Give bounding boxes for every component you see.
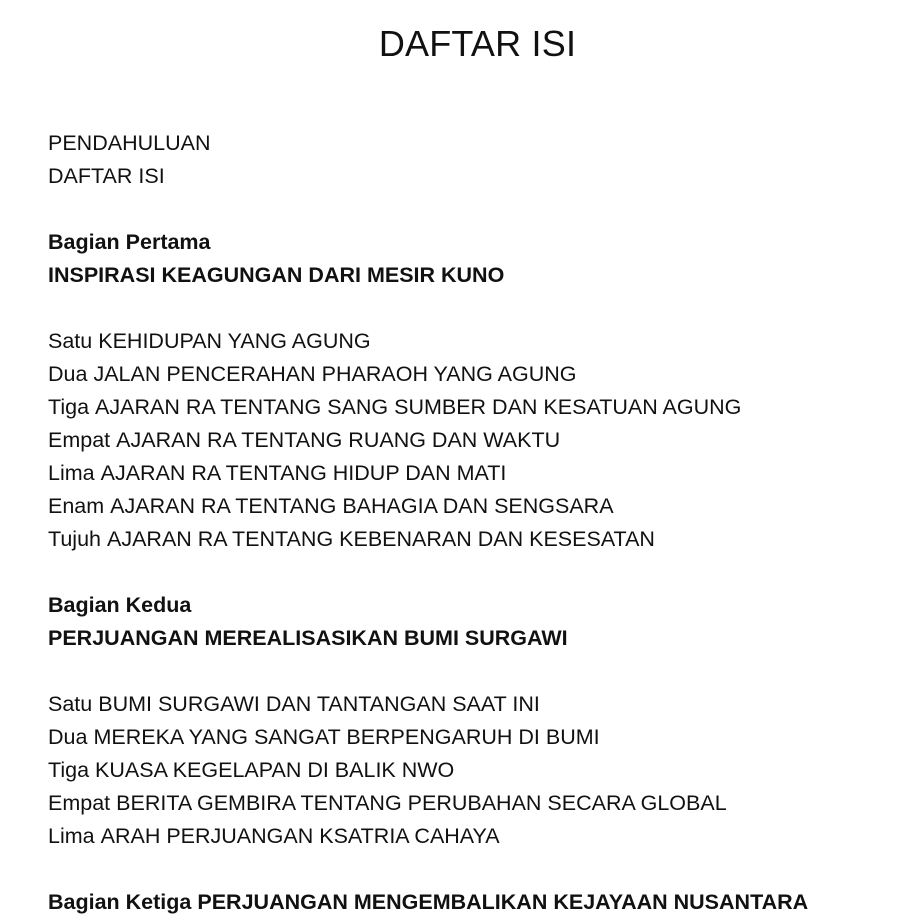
toc-entry xyxy=(48,820,888,853)
toc-entry xyxy=(48,391,888,424)
chapter-number: Enam xyxy=(48,494,105,518)
part3-heading: PERJUANGAN MENGEMBALIKAN KEJAYAAN NUSANTARA xyxy=(197,890,809,914)
toc-entry xyxy=(48,721,888,754)
toc-entry xyxy=(48,523,888,556)
chapter-title: JALAN PENCERAHAN PHARAOH YANG AGUNG xyxy=(93,362,577,386)
chapter-number: Dua xyxy=(48,725,88,749)
chapter-number: Satu xyxy=(48,692,93,716)
table-of-contents xyxy=(48,127,888,919)
chapter-number: Tujuh xyxy=(48,527,101,551)
toc-entry-pendahuluan: PENDAHULUAN xyxy=(48,131,211,155)
toc-entry-daftar-isi: DAFTAR ISI xyxy=(48,164,165,188)
chapter-title: BUMI SURGAWI DAN TANTANGAN SAAT INI xyxy=(98,692,540,716)
chapter-title: MEREKA YANG SANGAT BERPENGARUH DI BUMI xyxy=(93,725,600,749)
chapter-title: AJARAN RA TENTANG BAHAGIA DAN SENGSARA xyxy=(110,494,614,518)
toc-entry xyxy=(48,787,888,820)
toc-entry xyxy=(48,457,888,490)
chapter-number: Lima xyxy=(48,461,95,485)
toc-entry xyxy=(48,358,888,391)
toc-entry xyxy=(48,325,888,358)
chapter-number: Dua xyxy=(48,362,88,386)
chapter-number: Satu xyxy=(48,329,93,353)
chapter-title: ARAH PERJUANGAN KSATRIA CAHAYA xyxy=(100,824,500,848)
toc-entry xyxy=(48,754,888,787)
part1-label: Bagian Pertama xyxy=(48,230,211,254)
part3-heading-line xyxy=(48,886,888,919)
chapter-title: AJARAN RA TENTANG RUANG DAN WAKTU xyxy=(116,428,561,452)
part2-label: Bagian Kedua xyxy=(48,593,192,617)
chapter-title: BERITA GEMBIRA TENTANG PERUBAHAN SECARA GLOBAL xyxy=(116,791,727,815)
chapter-number: Tiga xyxy=(48,395,90,419)
part3-label: Bagian Ketiga xyxy=(48,890,192,914)
chapter-title: AJARAN RA TENTANG KEBENARAN DAN KESESATAN xyxy=(106,527,655,551)
chapter-title: AJARAN RA TENTANG SANG SUMBER DAN KESATUAN AGUNG xyxy=(95,395,742,419)
toc-entry xyxy=(48,490,888,523)
toc-entry xyxy=(48,688,888,721)
chapter-number: Tiga xyxy=(48,758,90,782)
chapter-number: Empat xyxy=(48,428,111,452)
part2-heading: PERJUANGAN MEREALISASIKAN BUMI SURGAWI xyxy=(48,626,568,650)
chapter-title: AJARAN RA TENTANG HIDUP DAN MATI xyxy=(100,461,507,485)
toc-entry xyxy=(48,424,888,457)
chapter-title: KEHIDUPAN YANG AGUNG xyxy=(98,329,371,353)
page-title: DAFTAR ISI xyxy=(378,23,577,64)
chapter-number: Empat xyxy=(48,791,111,815)
part1-heading: INSPIRASI KEAGUNGAN DARI MESIR KUNO xyxy=(48,263,505,287)
chapter-title: KUASA KEGELAPAN DI BALIK NWO xyxy=(95,758,455,782)
chapter-number: Lima xyxy=(48,824,95,848)
